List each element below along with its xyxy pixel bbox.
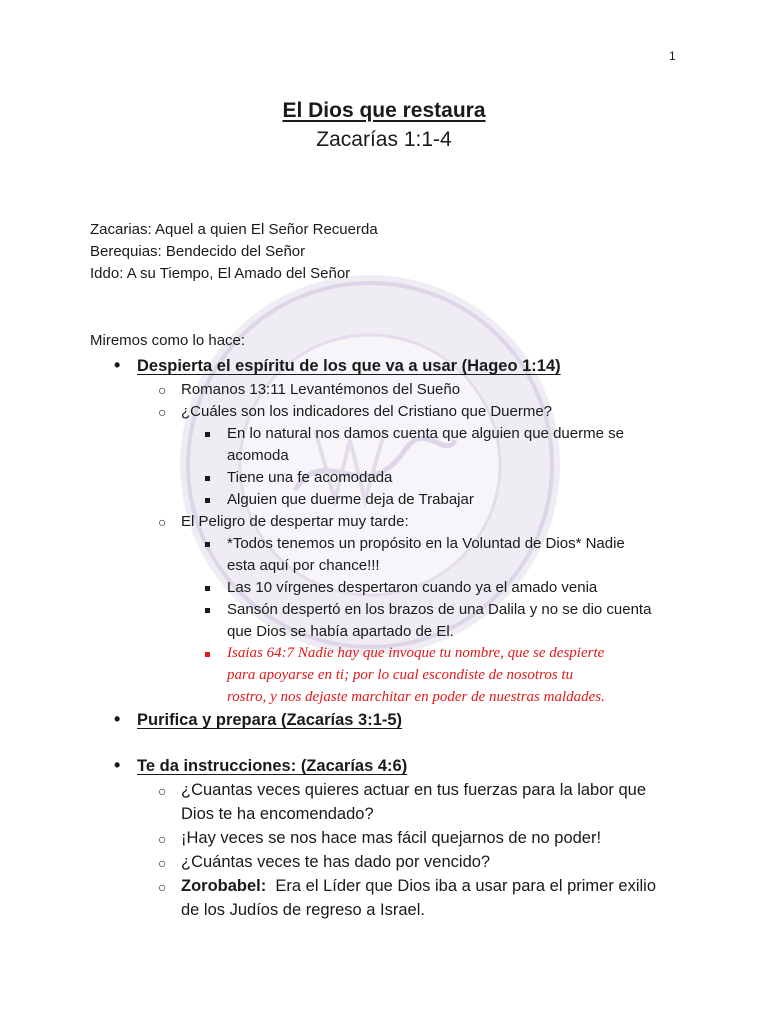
bullet-circle-icon: ○ — [158, 831, 167, 847]
list-item-continuation: acomoda — [227, 447, 289, 464]
bullet-circle-icon: ○ — [158, 879, 167, 895]
list-item-continuation: de los Judíos de regreso a Israel. — [181, 901, 425, 919]
bullet-square-icon — [205, 586, 210, 591]
document-subtitle: Zacarías 1:1-4 — [316, 128, 452, 151]
bullet-square-icon — [205, 542, 210, 547]
name-meaning-iddo: Iddo: A su Tiempo, El Amado del Señor — [90, 265, 351, 282]
section-heading-purifica: Purifica y prepara (Zacarías 3:1-5) — [137, 711, 403, 729]
document-title-text: El Dios que restaura — [282, 99, 486, 122]
list-item: Romanos 13:11 Levantémonos del Sueño — [181, 381, 461, 398]
list-item — [181, 877, 656, 896]
bullet-disc-icon: • — [114, 755, 121, 775]
list-item: En lo natural nos damos cuenta que alguien que duerme se — [227, 425, 624, 442]
list-item: ¿Cuáles son los indicadores del Cristiano que Duerme? — [181, 403, 553, 420]
list-item-continuation: esta aquí por chance!!! — [227, 557, 380, 574]
list-item: ¿Cuántas veces te has dado por vencido? — [181, 853, 491, 871]
list-item: Las 10 vírgenes despertaron cuando ya el amado venia — [227, 579, 598, 596]
list-item-continuation: Dios te ha encomendado? — [181, 805, 374, 823]
list-item: Alguien que duerme deja de Trabajar — [227, 491, 474, 508]
bullet-square-icon — [205, 608, 210, 613]
bullet-circle-icon: ○ — [158, 382, 167, 398]
bullet-square-icon — [205, 652, 210, 657]
intro-text: Miremos como lo hace: — [90, 332, 246, 349]
scripture-quote: para apoyarse en ti; por lo cual escondiste de nosotros tu — [227, 667, 574, 683]
bullet-square-icon — [205, 476, 210, 481]
list-item: Sansón despertó en los brazos de una Dalila y no se dio cuenta — [227, 601, 652, 618]
name-meaning-berequias: Berequias: Bendecido del Señor — [90, 243, 306, 260]
bullet-square-icon — [205, 498, 210, 503]
section-heading-despierta: Despierta el espíritu de los que va a usar (Hageo 1:14) — [137, 357, 561, 375]
document-title — [0, 99, 768, 123]
scripture-quote: Isaias 64:7 Nadie hay que invoque tu nombre, que se despierte — [227, 645, 605, 661]
bullet-disc-icon: • — [114, 709, 121, 729]
section-heading-instrucciones: Te da instrucciones: (Zacarías 4:6) — [137, 757, 408, 775]
bullet-circle-icon: ○ — [158, 783, 167, 799]
bullet-circle-icon: ○ — [158, 514, 167, 530]
list-item: *Todos tenemos un propósito en la Voluntad de Dios* Nadie — [227, 535, 625, 552]
name-meaning-zacarias: Zacarias: Aquel a quien El Señor Recuerda — [90, 221, 378, 238]
scripture-quote: rostro, y nos dejaste marchitar en poder de nuestras maldades. — [227, 689, 605, 705]
list-item: ¡Hay veces se nos hace mas fácil quejarnos de no poder! — [181, 829, 602, 847]
zorobabel-label: Zorobabel: — [181, 877, 267, 895]
bullet-circle-icon: ○ — [158, 855, 167, 871]
list-item: El Peligro de despertar muy tarde: — [181, 513, 409, 530]
bullet-disc-icon: • — [114, 355, 121, 375]
bullet-square-icon — [205, 432, 210, 437]
list-item-continuation: que Dios se había apartado de El. — [227, 623, 454, 640]
list-item: Tiene una fe acomodada — [227, 469, 393, 486]
zorobabel-description: Era el Líder que Dios iba a usar para el primer exilio — [266, 877, 657, 895]
list-item: ¿Cuantas veces quieres actuar en tus fuerzas para la labor que — [181, 781, 647, 799]
bullet-circle-icon: ○ — [158, 404, 167, 420]
page-number: 1 — [669, 49, 676, 63]
